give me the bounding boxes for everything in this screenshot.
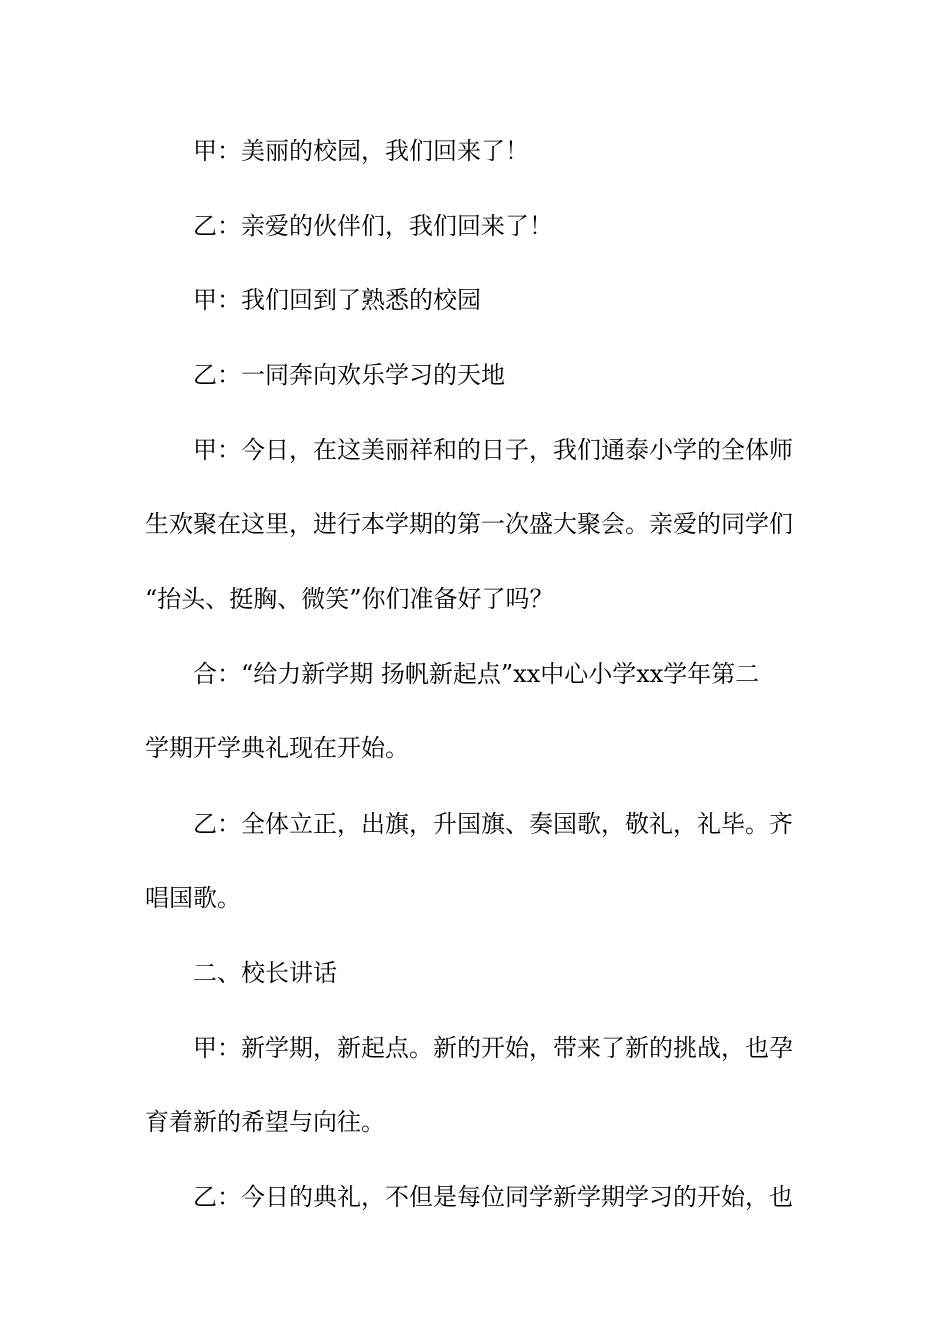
text-line: 合：“给力新学期 扬帆新起点”xx中心小学xx学年第二 (193, 660, 760, 688)
text-line: “抬头、挺胸、微笑”你们准备好了吗？ (145, 585, 554, 613)
text-line: 乙：今日的典礼，不但是每位同学新学期学习的开始，也 (193, 1183, 793, 1211)
text-line: 乙：一同奔向欢乐学习的天地 (193, 361, 505, 389)
text-line: 甲：我们回到了熟悉的校园 (193, 286, 481, 314)
text-line: 甲：美丽的校园，我们回来了！ (193, 137, 529, 165)
text-line: 生欢聚在这里，进行本学期的第一次盛大聚会。亲爱的同学们 (145, 510, 793, 538)
text-line: 唱国歌。 (145, 884, 241, 912)
text-line: 甲：今日，在这美丽祥和的日子，我们通泰小学的全体师 (193, 436, 793, 464)
text-line: 乙：全体立正，出旗，升国旗、奏国歌，敬礼，礼毕。齐 (193, 810, 793, 838)
text-line: 甲：新学期，新起点。新的开始，带来了新的挑战，也孕 (193, 1034, 793, 1062)
text-line: 育着新的希望与向往。 (145, 1108, 385, 1136)
text-line: 乙：亲爱的伙伴们，我们回来了！ (193, 212, 553, 240)
section-heading: 二、校长讲话 (193, 959, 337, 987)
text-line: 学期开学典礼现在开始。 (145, 734, 409, 762)
